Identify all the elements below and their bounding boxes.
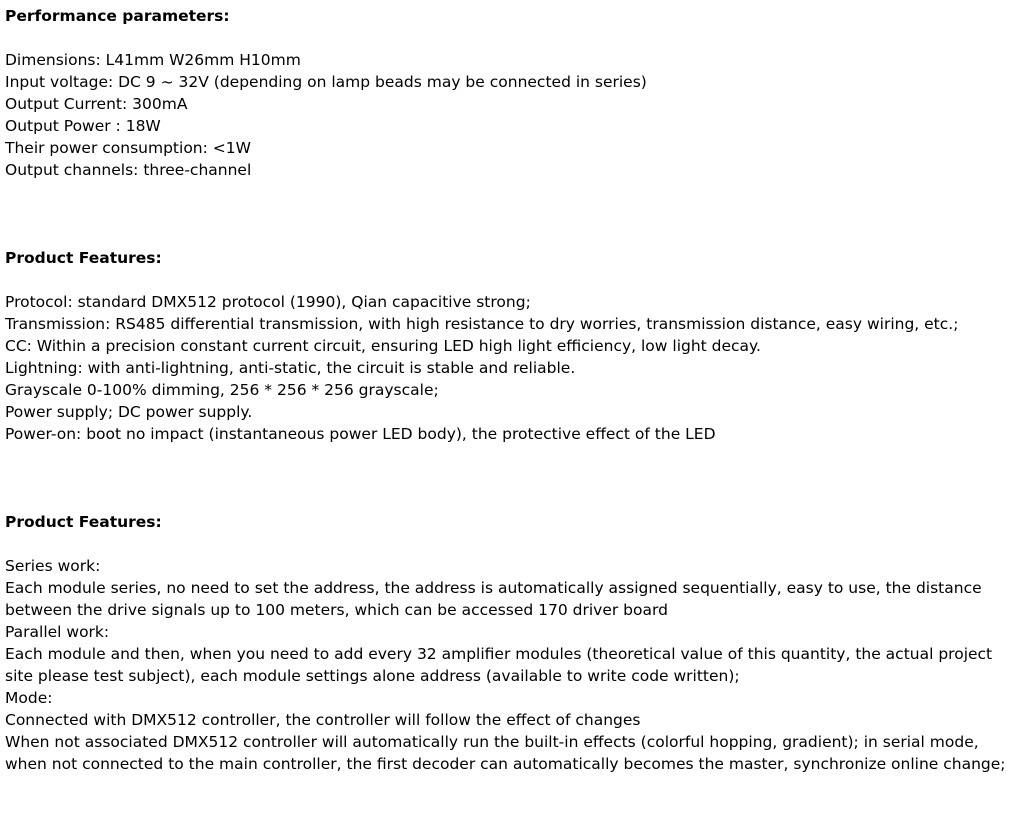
features-heading-1: Product Features:: [5, 249, 162, 267]
features-section-2: [5, 511, 1015, 775]
series-work-text: Each module series, no need to set the address, the address is automatically assigned sequentially, easy to use, the distance between the drive signals up to 100 meters, which can be accessed 170 driver board: [5, 579, 982, 619]
series-work-label: Series work:: [5, 557, 101, 575]
performance-heading: Performance parameters:: [5, 7, 230, 25]
power-consumption-line: Their power consumption: <1W: [5, 139, 251, 157]
section-spacer: [5, 181, 1023, 247]
protocol-line: Protocol: standard DMX512 protocol (1990), Qian capacitive strong;: [5, 293, 531, 311]
cc-line: CC: Within a precision constant current circuit, ensuring LED high light efficiency, low light decay.: [5, 337, 761, 355]
output-channels-line: Output channels: three-channel: [5, 161, 252, 179]
dimensions-line: Dimensions: L41mm W26mm H10mm: [5, 51, 301, 69]
mode-standalone-text: When not associated DMX512 controller will automatically run the built-in effects (colorful hopping, gradient); in serial mode, when not connected to the main controller, the first decoder can automatically becomes the master, synchronize online change;: [5, 733, 1006, 773]
output-power-line: Output Power : 18W: [5, 117, 161, 135]
mode-label: Mode:: [5, 689, 53, 707]
output-current-line: Output Current: 300mA: [5, 95, 188, 113]
spacer: [5, 533, 1015, 555]
performance-section: [5, 5, 1015, 181]
section-spacer: [5, 445, 1023, 511]
mode-controller-text: Connected with DMX512 controller, the controller will follow the effect of changes: [5, 711, 641, 729]
spacer: [5, 27, 1015, 49]
power-on-line: Power-on: boot no impact (instantaneous power LED body), the protective effect of the LED: [5, 425, 716, 443]
transmission-line: Transmission: RS485 differential transmission, with high resistance to dry worries, transmission distance, easy wiring, etc.;: [5, 315, 959, 333]
input-voltage-line: Input voltage: DC 9 ~ 32V (depending on lamp beads may be connected in series): [5, 73, 647, 91]
lightning-line: Lightning: with anti-lightning, anti-static, the circuit is stable and reliable.: [5, 359, 576, 377]
parallel-work-text: Each module and then, when you need to add every 32 amplifier modules (theoretical value of this quantity, the actual project site please test subject), each module settings alone address (available to write code written);: [5, 645, 993, 685]
parallel-work-label: Parallel work:: [5, 623, 110, 641]
grayscale-line: Grayscale 0-100% dimming, 256 * 256 * 256 grayscale;: [5, 381, 439, 399]
features-heading-2: Product Features:: [5, 513, 162, 531]
spacer: [5, 269, 1015, 291]
features-section-1: [5, 247, 1015, 445]
power-supply-line: Power supply; DC power supply.: [5, 403, 253, 421]
